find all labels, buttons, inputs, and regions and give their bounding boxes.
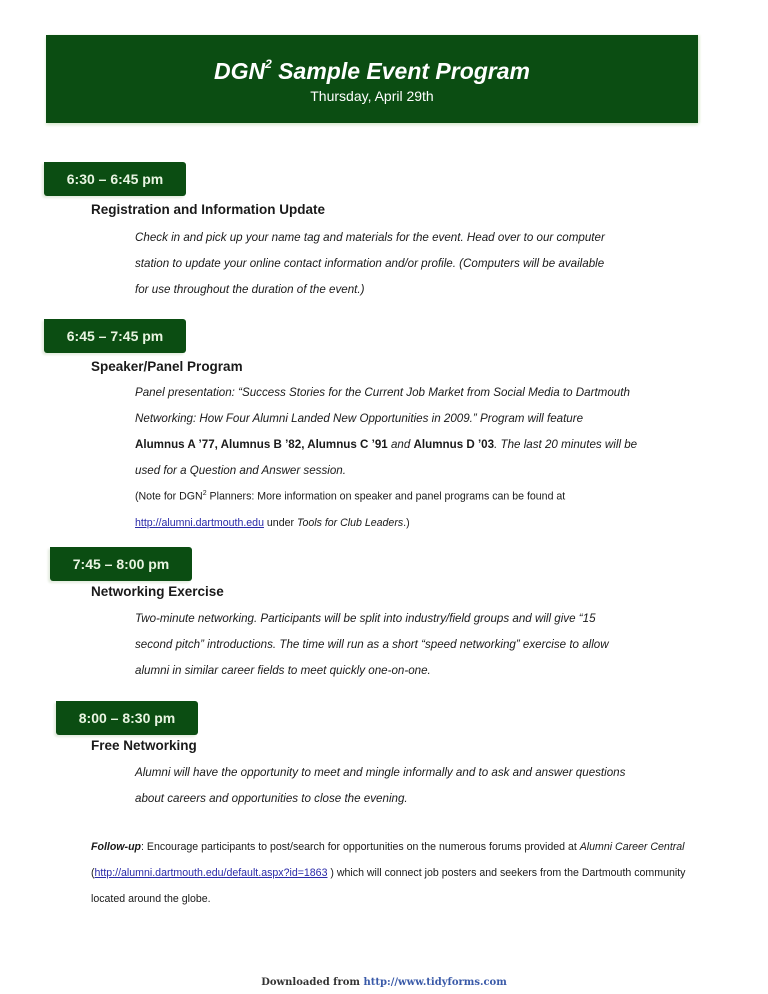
time-badge-2: 6:45 – 7:45 pm: [44, 319, 186, 353]
session-title-1: Registration and Information Update: [91, 202, 326, 217]
alumni-names: Alumnus A ’77, Alumnus B ’82, Alumnus C ’91: [135, 438, 388, 451]
session-title-4: Free Networking: [91, 738, 197, 753]
conjunction: and: [387, 438, 414, 451]
text-line: [135, 510, 695, 536]
text-line: Check in and pick up your name tag and materials for the event. Head over to our computer: [135, 231, 605, 244]
page-title: [46, 58, 698, 85]
program-header: [46, 35, 698, 123]
alumni-name-d: Alumnus D ’03: [413, 438, 495, 451]
text-fragment: (Note for DGN: [135, 490, 203, 503]
career-central-name: Alumni Career Central: [579, 841, 685, 853]
alumni-link[interactable]: http://alumni.dartmouth.edu: [135, 516, 264, 529]
text-fragment: ) which will connect job posters and seekers from the Dartmouth community located around the globe.: [91, 867, 686, 905]
text-line: [135, 432, 695, 458]
text-line: Alumni will have the opportunity to meet and mingle informally and to ask and answer questions: [135, 766, 626, 779]
footer-prefix: Downloaded from: [261, 977, 364, 988]
text-line: second pitch” introductions. The time will run as a short “speed networking” exercise to allow: [135, 638, 609, 651]
followup-label: Follow-up: [91, 841, 142, 853]
text-line: Two-minute networking. Participants will be split into industry/field groups and will give “15: [135, 612, 596, 625]
text-line: Panel presentation: “Success Stories for the Current Job Market from Social Media to Dartmouth: [135, 386, 630, 399]
superscript: 2: [202, 490, 207, 497]
session-description-2: [135, 380, 695, 484]
text-line: alumni in similar career fields to meet quickly one-on-one.: [135, 664, 431, 677]
session-title-3: Networking Exercise: [91, 584, 224, 599]
text-line: station to update your online contact information and/or profile. (Computers will be available: [135, 257, 605, 270]
time-badge-4: 8:00 – 8:30 pm: [56, 701, 198, 735]
title-rest: Sample Event Program: [271, 58, 530, 84]
time-badge-1: 6:30 – 6:45 pm: [44, 162, 186, 196]
text-fragment: Planners: More information on speaker and panel programs can be found at: [206, 490, 566, 503]
title-superscript: 2: [265, 57, 272, 72]
text-fragment: : Encourage participants to post/search for opportunities on the numerous forums provided at: [141, 841, 580, 853]
footer-link[interactable]: http://www.tidyforms.com: [363, 977, 507, 988]
title-prefix: DGN: [213, 58, 266, 84]
text-line: Networking: How Four Alumni Landed New Opportunities in 2009.” Program will feature: [135, 412, 584, 425]
text-line: [135, 481, 695, 510]
text-fragment: under: [263, 516, 297, 529]
tools-reference: Tools for Club Leaders: [296, 516, 404, 529]
text-fragment: . The last 20 minutes will be: [494, 438, 638, 451]
text-line: used for a Question and Answer session.: [135, 464, 346, 477]
text-line: about careers and opportunities to close the evening.: [135, 792, 408, 805]
session-description-4: [135, 760, 695, 812]
text-fragment: (: [91, 867, 95, 879]
footer-credit: [0, 977, 768, 988]
planner-note: [135, 481, 695, 536]
session-description-3: [135, 606, 695, 684]
text-line: for use throughout the duration of the event.): [135, 283, 365, 296]
text-fragment: .): [403, 516, 410, 529]
followup-paragraph: [91, 834, 691, 912]
career-central-link[interactable]: http://alumni.dartmouth.edu/default.aspx?id=1863: [94, 867, 328, 879]
session-title-2: Speaker/Panel Program: [91, 359, 243, 374]
event-date: Thursday, April 29th: [310, 88, 434, 104]
time-badge-3: 7:45 – 8:00 pm: [50, 547, 192, 581]
session-description-1: [135, 225, 695, 303]
